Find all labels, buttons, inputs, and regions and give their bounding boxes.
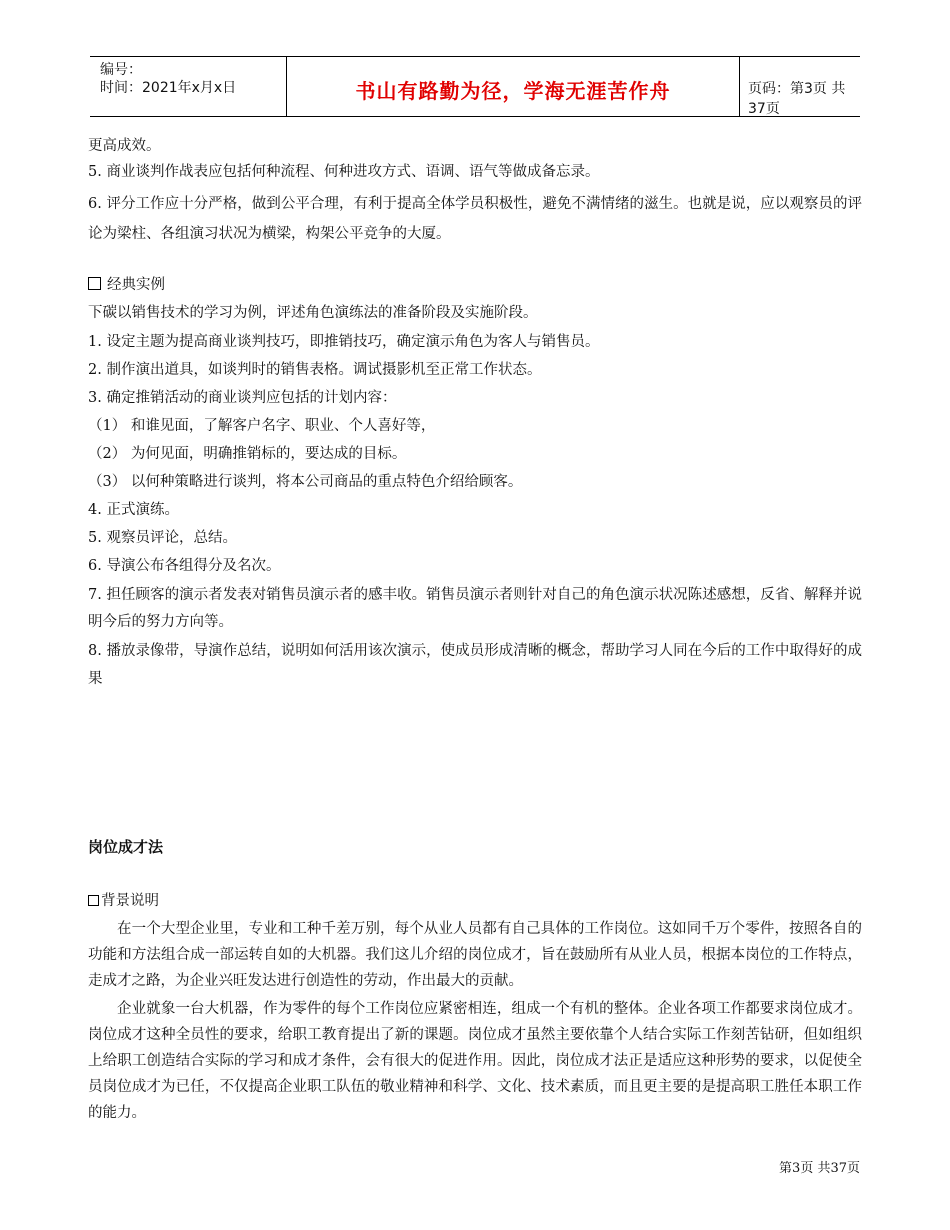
example-heading-text: 经典实例 [107, 277, 165, 293]
body-paragraph: 企业就象一台大机器，作为零件的每个工作岗位应紧密相连，组成一个有机的整体。企业各项工作都要求岗位成才。岗位成才这种全员性的要求，给职工教育提出了新的课题。岗位成才虽然主要依靠个人结合实际工作刻苦钻研，但如组织上给职工创造结合实际的学习和成才条件，会有很大的促进作用。因此，岗位成才法正是适应这种形势的要求，以促使全员岗位成才为已任，不仅提高企业职工队伍的敬业精神和科学、文化、技术素质，而且更主要的是提高职工胜任本职工作的能力。 [88, 1001, 862, 1121]
example-intro: 下碳以销售技术的学习为例，评述角色演练法的准备阶段及实施阶段。 [88, 305, 538, 321]
checkbox-square-icon [88, 895, 99, 906]
header-meta-cell [90, 57, 286, 116]
section-subheading [88, 890, 159, 912]
header-motto: 书山有路勤为径，学海无涯苦作舟 [355, 79, 671, 103]
section-subheading-text: 背景说明 [101, 893, 159, 909]
list-item: 5. 观察员评论，总结。 [88, 530, 237, 546]
list-item: （1） 和谁见面，了解客户名字、职业、个人喜好等， [88, 418, 436, 434]
document-time-label: 时间：2021年x月x日 [100, 80, 237, 96]
document-header [90, 56, 860, 117]
section-title: 岗位成才法 [88, 838, 164, 856]
intro-line: 5. 商业谈判作战表应包括何种流程、何种进攻方式、语调、语气等做成备忘录。 [88, 164, 600, 180]
list-item: 4. 正式演练。 [88, 502, 179, 518]
list-item: 7. 担任顾客的演示者发表对销售员演示者的感丰收。销售员演示者则针对自己的角色演示状况陈述感想，反省、解释并说明今后的努力方向等。 [88, 587, 862, 630]
header-page-cell [738, 57, 860, 116]
body-paragraph: 在一个大型企业里，专业和工种千差万别，每个从业人员都有自己具体的工作岗位。这如同千万个零件，按照各自的功能和方法组合成一部运转自如的大机器。我们这儿介绍的岗位成才，旨在鼓励所有从业人员，根据本岗位的工作特点，走成才之路，为企业兴旺发达进行创造性的劳动，作出最大的贡献。 [88, 921, 862, 989]
list-item: 8. 播放录像带，导演作总结，说明如何活用该次演示，使成员形成清晰的概念，帮助学习人同在今后的工作中取得好的成果 [88, 643, 862, 687]
checkbox-square-icon [88, 277, 101, 290]
list-item: （2） 为何见面，明确推销标的，要达成的目标。 [88, 446, 407, 462]
document-number-label: 编号： [100, 62, 142, 78]
list-item: 3. 确定推销活动的商业谈判应包括的计划内容： [88, 390, 397, 406]
header-page-number: 页码：第3页 共37页 [748, 81, 846, 117]
header-motto-cell [286, 57, 740, 116]
intro-line: 6. 评分工作应十分严格，做到公平合理，有利于提高全体学员积极性，避免不满情绪的滋生。也就是说，应以观察员的评论为梁柱、各组演习状况为横梁，构架公平竞争的大厦。 [88, 196, 862, 242]
example-heading [88, 274, 165, 296]
list-item: 1. 设定主题为提高商业谈判技巧，即推销技巧，确定演示角色为客人与销售员。 [88, 334, 600, 350]
list-item: 6. 导演公布各组得分及名次。 [88, 558, 281, 574]
list-item: （3） 以何种策略进行谈判，将本公司商品的重点特色介绍给顾客。 [88, 474, 523, 490]
list-item: 2. 制作演出道具，如谈判时的销售表格。调试摄影机至正常工作状态。 [88, 362, 542, 378]
footer-page-number: 第3页 共37页 [779, 1161, 860, 1176]
intro-line: 更高成效。 [88, 138, 161, 154]
